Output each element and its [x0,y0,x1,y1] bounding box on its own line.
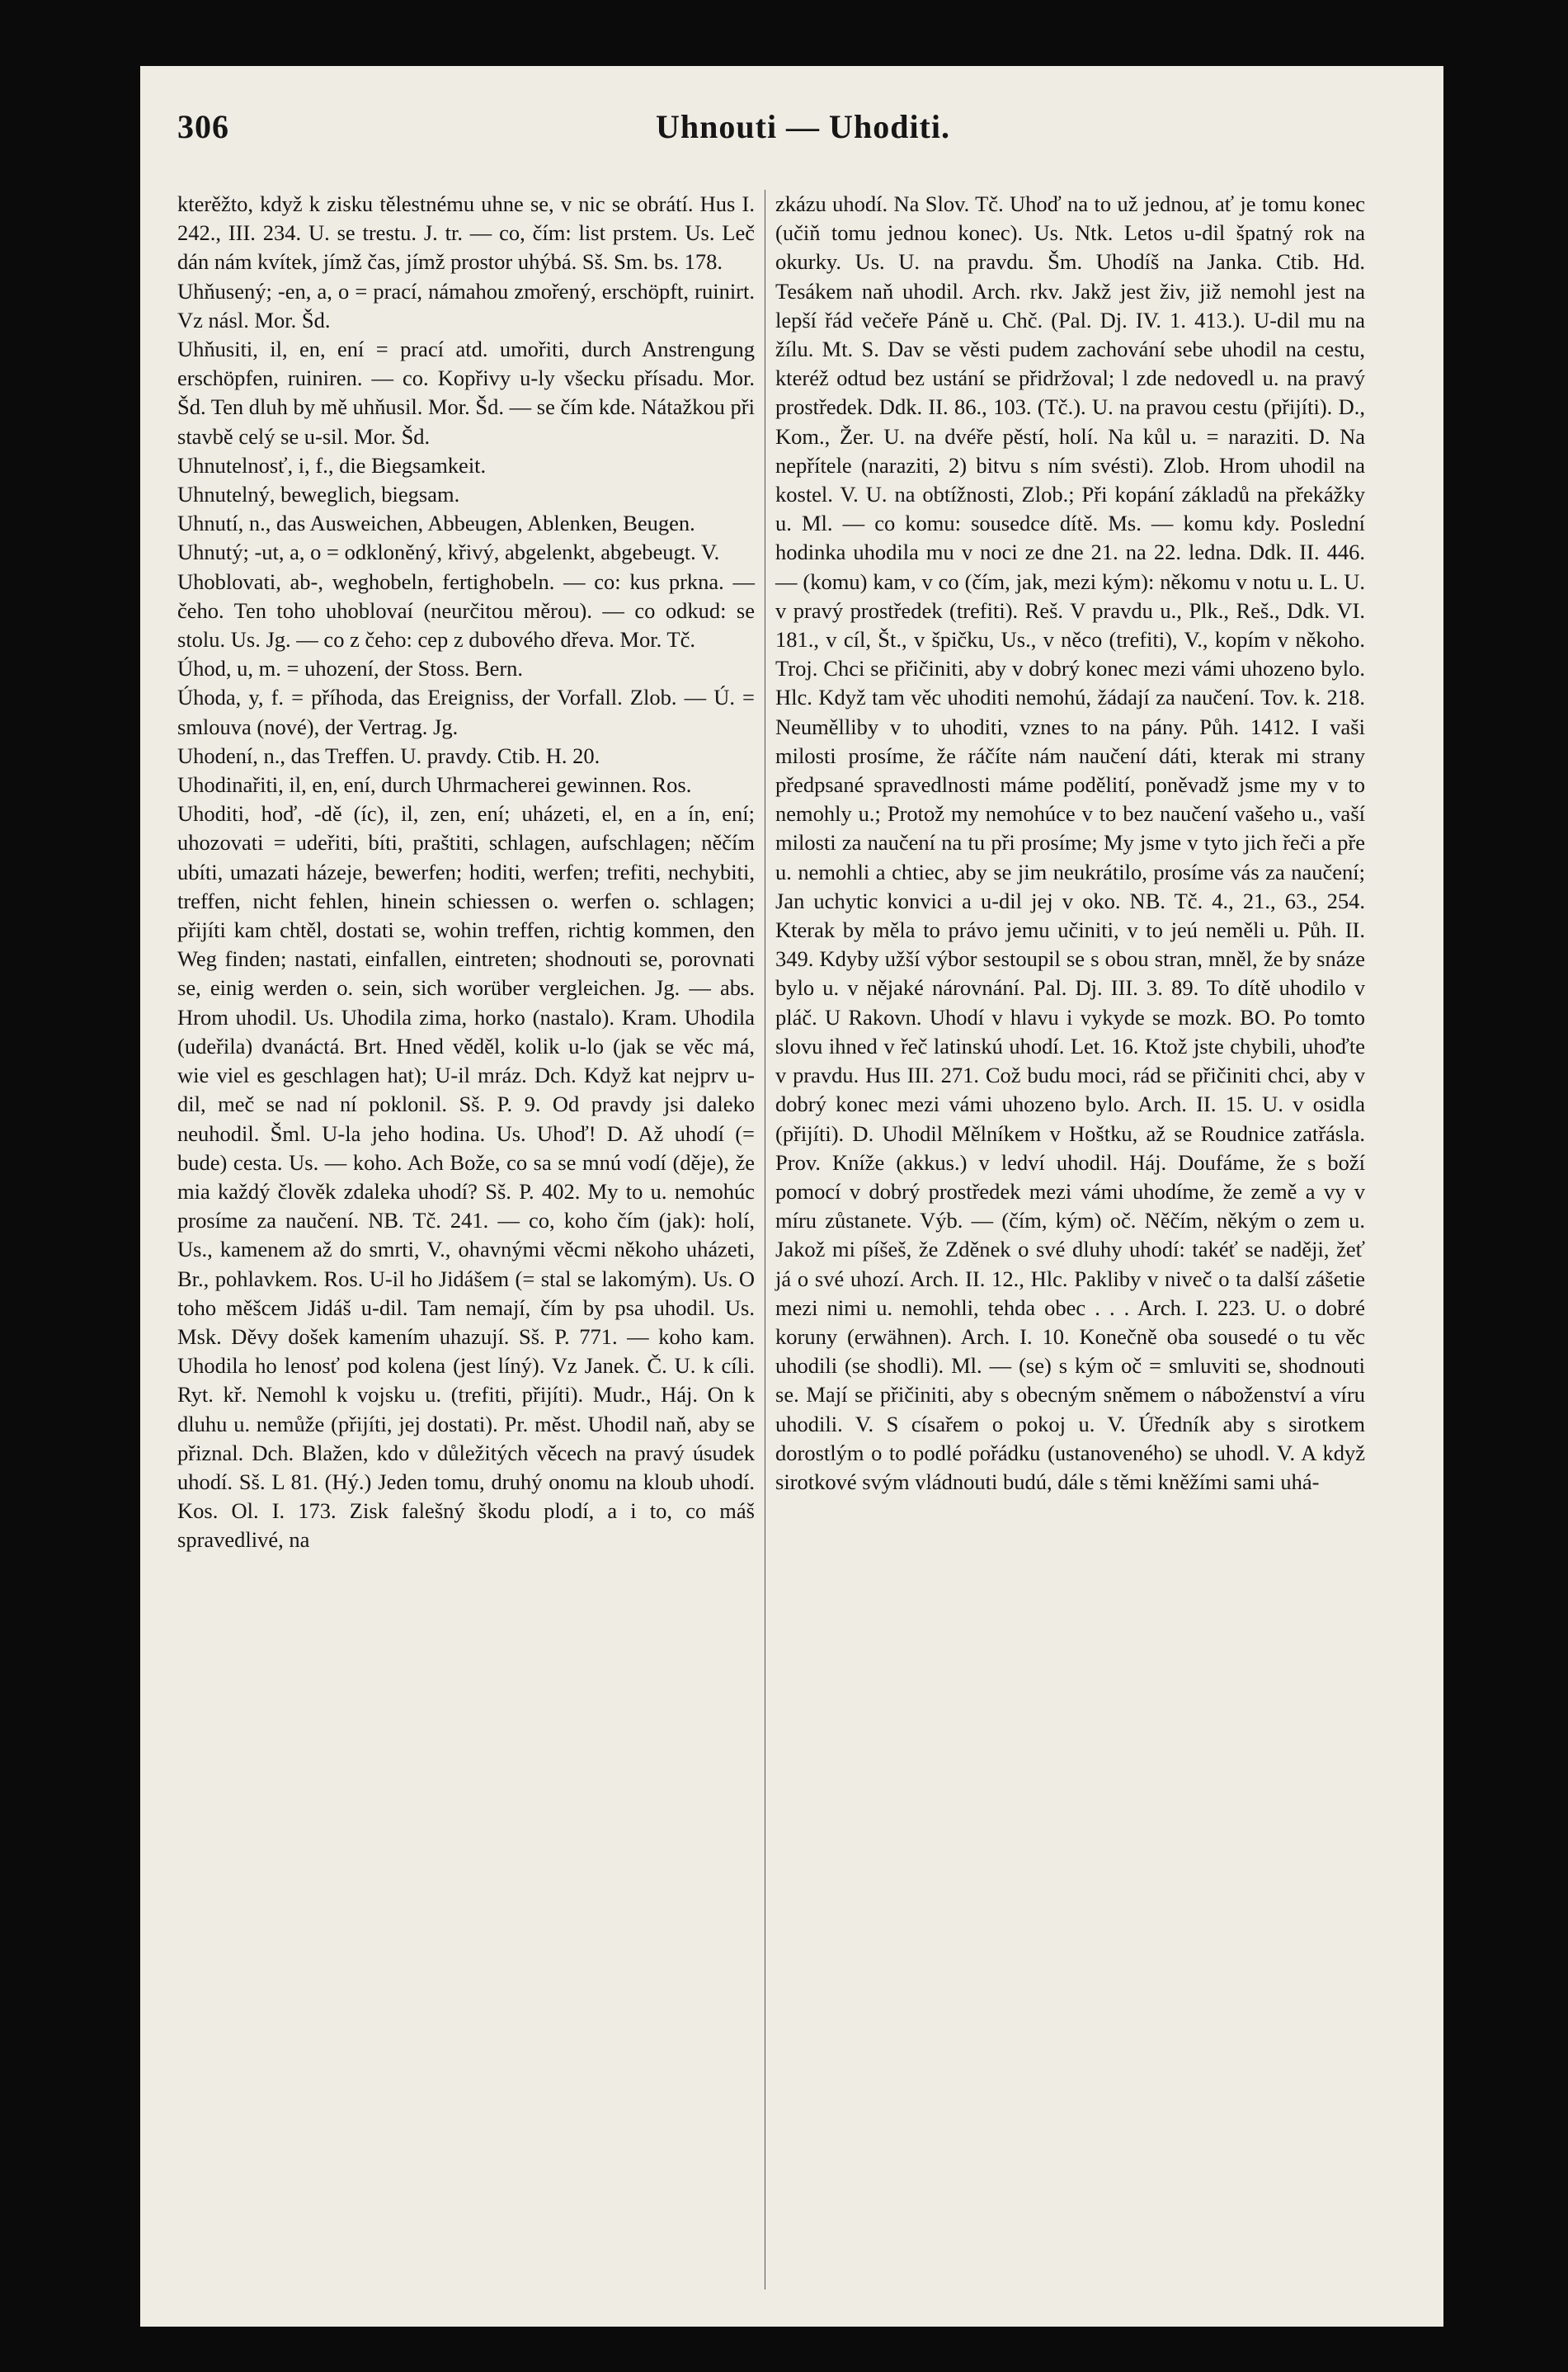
page-number: 306 [177,108,229,145]
entry-uhoditi-continued: zkázu uhodí. Na Slov. Tč. Uhoď na to už jednou, ať je tomu konec (učiň tomu jednou konec). Us. Ntk. Letos u-dil špatný rok na okurky. Us. U. na pravdu. Šm. Uhodíš na Janka. Ctib. Hd. Tesákem naň uhodil. Arch. rkv. Jakž jest živ, již nemohl jest na lepší řád večeře Páně u. Chč. (Pal. Dj. IV. 1. 413.). U-dil mu na žílu. Mt. S. Dav se věsti pudem zachování sebe uhodil na cestu, kteréž odtud bez ustání se přidržoval; l zde nedovedl u. na pravý prostředek. Ddk. II. 86., 103. (Tč.). U. na pravou cestu (přijíti). D., Kom., Žer. U. na dvéře pěstí, holí. Na kůl u. = naraziti. D. Na nepřítele (naraziti, 2) bitvu s ním svésti). Zlob. Hrom uhodil na kostel. V. U. na obtížnosti, Zlob.; Při kopání základů na překážky u. Ml. — co komu: sousedce dítě. Ms. — komu kdy. Poslední hodinka uhodila mu v noci ze dne 21. na 22. ledna. Ddk. II. 446. — (komu) kam, v co (čím, jak, mezi kým): někomu v notu u. L. U. v pravý prostředek (trefiti). Reš. V pravdu u., Plk., Reš., Ddk. VI. 181., v cíl, Št., v špičku, Us., v něco (trefiti), V., kopím v někoho. Troj. Chci se přičiniti, aby v dobrý konec mezi vámi uhozeno bylo. Hlc. Když tam věc uhoditi nemohú, žádají za naučení. Tov. k. 218. Neumělliby v to uhoditi, vznes to na pány. Půh. 1412. I vaši milosti prosíme, že ráčíte nám naučení dáti, kterak mi strany předpsané spravedlnosti máme podělití, poněvadž jsme my v to nemohly u.; Protož my nemohúce v to bez naučení vašeho u., vaší milosti za naučení na tu při prosíme; My jsme v tyto jich řeči a pře u. nemohli a chtiec, aby se jim neukrátilo, prosíme vás za naučení; Jan uchytic konvici a u-dil jej v oko. NB. Tč. 4., 21., 63., 254. Kterak by měla to právo jemu učiniti, v to jeú neměli u. Půh. II. 349. Kdyby užší výbor sestoupil se s obou stran, mněl, že by snáze bylo u. v nějaké nárovnání. Pal. Dj. III. 3. 89. To dítě uhodilo v pláč. U Rakovn. Uhodí v hlavu i vykyde se mozk. BO. Po tomto slovu ihned v řeč latinskú uhodí. Let. 16. Ktož jste chybili, uhoďte v pravdu. Hus III. 271. Což budu moci, rád se přičiniti chci, aby v dobrý konec mezi vámi uhozeno bylo. Arch. II. 15. U. v osidla (přijíti). D. Uhodil Mělníkem v Hoštku, až se Roudnice zatřásla. Prov. Kníže (akkus.) v ledví uhodil. Háj. Doufáme, že s boží pomocí v dobrý prostředek mezi vámi uhodíme, že země a vy v míru zůstanete. Výb. — (čím, kým) oč. Něčím, někým o zem u. Jakož mi píšeš, že Zděnek o své dluhy uhodí: takéť se naději, žeť já o své uhozí. Arch. II. 12., Hlc. Pakliby v niveč o ta další zášetie mezi nimi u. nemohli, tehda obec . . . Arch. I. 223. U. o dobré koruny (erwähnen). Arch. I. 10. Konečně oba sousedé o tu věc uhodili (se shodli). Ml. — (se) s kým oč = smluviti se, shodnouti se. Mají se přičiniti, aby s obecným sněmem o náboženství a víru uhodili. V. S císařem o pokoj u. V. Úředník aby s sirotkem dorostlým o to podlé pořádku (ustanoveného) se uhodl. V. A když sirotkové svým vládnouti budú, dále s těmi kněžími sami uhá- [775,191,1365,1494]
entry-uhoditi: Uhoditi, hoď, -dě (íc), il, zen, ení; uházeti, el, en a ín, ení; uhozovati = udeřiti, bíti, praštiti, schlagen, aufschlagen; něčím ubíti, umazati házeje, bewerfen; hoditi, werfen; trefiti, nechybiti, treffen, nicht fehlen, hinein schiessen o. werfen o. schlagen; přijíti kam chtěl, dostati se, wohin treffen, richtig kommen, den Weg finden; nastati, einfallen, eintreten; shodnouti se, porovnati se, einig werden o. sein, sich worüber vergleichen. Jg. — abs. Hrom uhodil. Us. Uhodila zima, horko (nastalo). Kram. Uhodila (udeřila) dvanáctá. Brt. Hned věděl, kolik u-lo (jak se věc má, wie viel es geschlagen hat); U-il mráz. Dch. Když kat nejprv u-dil, meč se nad ní poklonil. Sš. P. 9. Od pravdy jsi daleko neuhodil. Šml. U-la jeho hodina. Us. Uhoď! D. Až uhodí (= bude) cesta. Us. — koho. Ach Bože, co sa se mnú vodí (děje), že mia každý člověk zdaleka uhodí? Sš. P. 402. My to u. nemohúc prosíme za naučení. NB. Tč. 241. — co, koho čím (jak): holí, Us., kamenem až do smrti, V., ohavnými věcmi někoho uházeti, Br., pohlavkem. Ros. U-il ho Jidášem (= stal se lakomým). Us. O toho měšcem Jidáš u-dil. Tam nemají, čím by psa uhodil. Us. Msk. Děvy došek kamením uhazují. Sš. P. 771. — koho kam. Uhodila ho lenosť pod kolena (jest líný). Vz Janek. Č. U. k cíli. Ryt. kř. Nemohl k vojsku u. (trefiti, přijíti). Mudr., Háj. On k dluhu u. nemůže (přijíti, jej dostati). Pr. měst. Uhodil naň, aby se přiznal. Dch. Blažen, kdo v důležitých věcech na pravý úsudek uhodí. Sš. L 81. (Hý.) Jeden tomu, druhý onomu na kloub uhodí. Kos. Ol. I. 173. Zisk falešný škodu plodí, a i to, co máš spravedlivé, na [177,801,755,1553]
right-column [775,190,1365,1497]
dictionary-page [140,66,1443,2327]
running-title: Uhnouti — Uhoditi. [656,108,950,145]
entry-uhodinariti: Uhodinařiti, il, en, ení, durch Uhrmacherei gewinnen. Ros. [177,772,692,798]
entry-uhnuseny: Uhňusený; -en, a, o = prací, námahou zmořený, erschöpft, ruinirt. Vz násl. Mor. Šd. [177,278,755,332]
entry-uhod: Úhod, u, m. = uhození, der Stoss. Bern. [177,656,524,681]
entry-text: kterěžto, když k zisku tělestnému uhne se, v nic se obrátí. Hus I. 242., III. 234. U. se trestu. J. tr. — co, čím: list prstem. Us. Leč dán nám kvítek, jímž čas, jímž prostor uhýbá. Sš. Sm. bs. 178. [177,191,755,275]
left-column [177,190,755,1555]
entry-uhoblovati: Uhoblovati, ab-, weghobeln, fertighobeln. — co: kus prkna. — čeho. Ten toho uhoblovaí (neurčitou měrou). — co odkud: se stolu. Us. Jg. — co z čeho: cep z dubového dřeva. Mor. Tč. [177,568,755,653]
page-header [177,107,1406,157]
entry-uhnutelnost: Uhnutelnosť, i, f., die Biegsamkeit. [177,452,487,478]
entry-uhnusiti: Uhňusiti, il, en, ení = prací atd. umořiti, durch Anstrengung erschöpfen, ruiniren. — co. Kopřivy u-ly všecku přísadu. Mor. Šd. Ten dluh by mě uhňusil. Mor. Šd. — se čím kde. Nátažkou při stavbě celý se u-sil. Mor. Šd. [177,337,755,449]
entry-uhnuty: Uhnutý; -ut, a, o = odkloněný, křivý, abgelenkt, abgebeugt. V. [177,540,720,565]
entry-uhodeni: Uhodení, n., das Treffen. U. pravdy. Ctib. H. 20. [177,743,600,768]
entry-uhnutelny: Uhnutelný, beweglich, biegsam. [177,482,460,507]
entry-uhoda: Úhoda, y, f. = příhoda, das Ereigniss, der Vorfall. Zlob. — Ú. = smlouva (nové), der Vertrag. Jg. [177,685,755,739]
entry-uhnuti: Uhnutí, n., das Ausweichen, Abbeugen, Ablenken, Beugen. [177,511,695,536]
